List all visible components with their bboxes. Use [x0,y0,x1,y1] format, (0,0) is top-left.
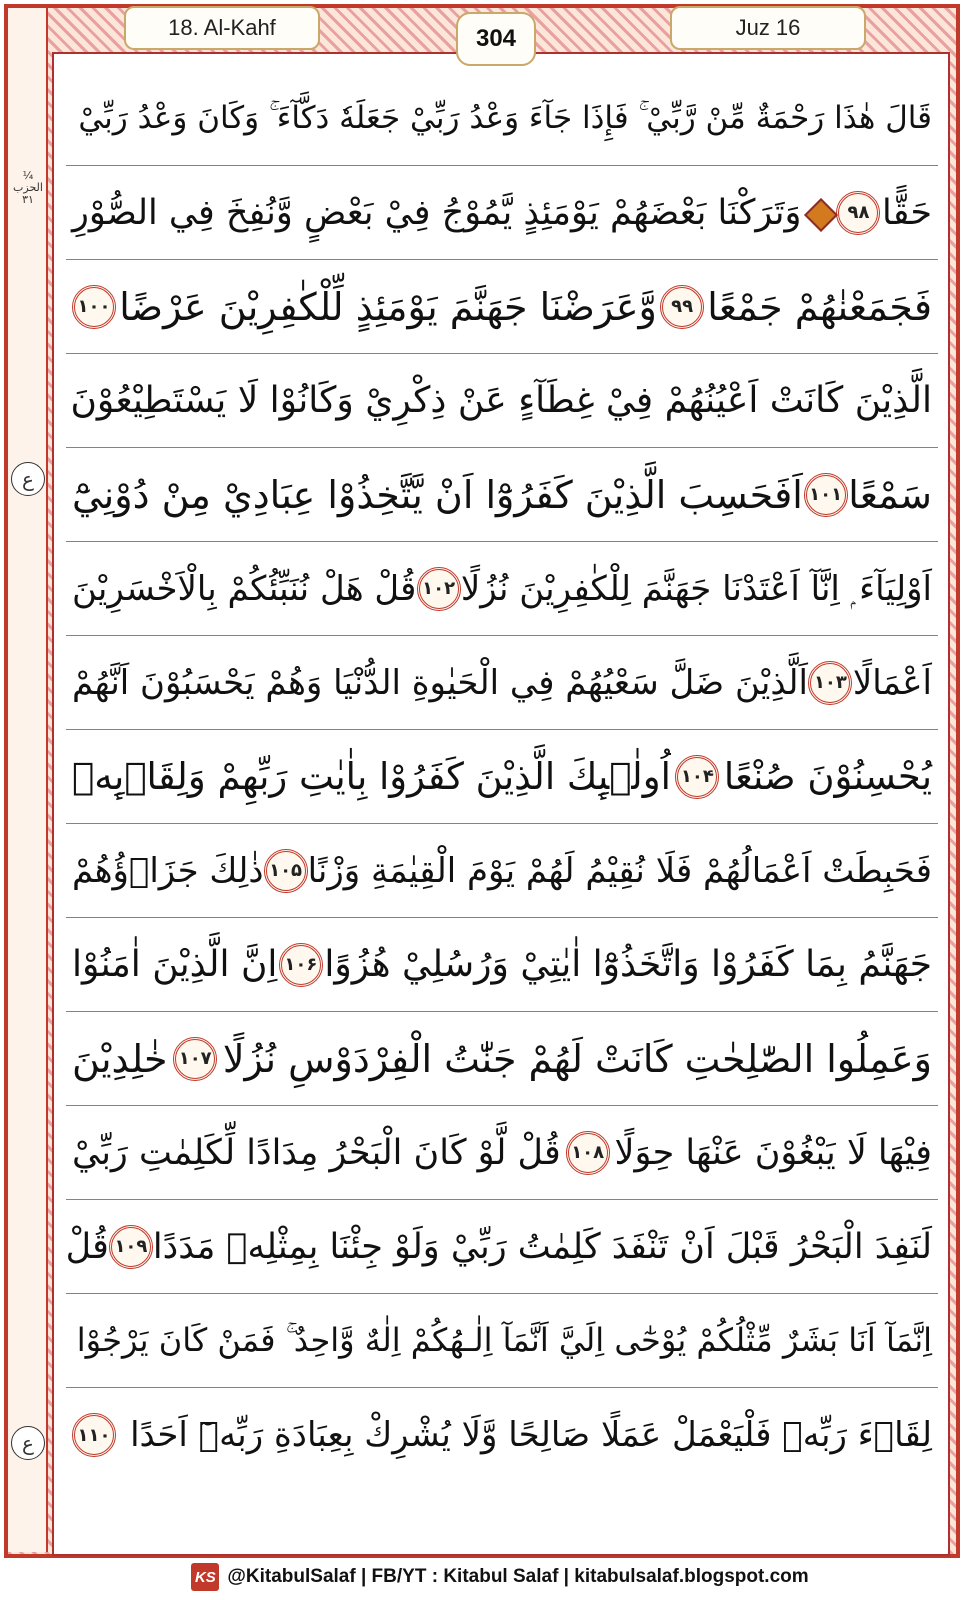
verse-text: ذٰلِكَ جَزَاۗؤُهُمْ [71,850,264,891]
ayah-number-marker: ۱۰۰ [72,285,116,329]
verse-text: حَقًّا [881,192,932,233]
text-line [66,448,938,542]
page-number: 304 [456,12,536,66]
verse-text: اَعْمَالًا [852,662,932,703]
verse-text: لَنَفِدَ الْبَحْرُ قَبْلَ اَنْ تَنْفَدَ كَلِمٰتُ رَبِّيْ وَلَوْ جِئْنَا بِمِثْلِهٖ مَدَدًا [152,1226,932,1267]
verse-text: سَمْعًا [848,472,932,517]
verse-text: يُحْسِنُوْنَ صُنْعًا [723,755,932,798]
ayah-number-marker: ۱۱۰ [72,1413,116,1457]
verse-text: اَلَّذِيْنَ ضَلَّ سَعْيُهُمْ فِي الْحَيٰوةِ الدُّنْيَا وَهُمْ يَحْسَبُوْنَ اَنَّهُمْ [72,662,808,703]
ayah-number-marker: ۱۰۱ [804,473,848,517]
ayah-number-marker: ۹۹ [660,285,704,329]
verse-text: خٰلِدِيْنَ [72,1036,168,1081]
text-line [66,1106,938,1200]
text-line [66,636,938,730]
verse-text: فَجَمَعْنٰهُمْ جَمْعًا [707,284,932,329]
verse-text: وَعَمِلُوا الصّٰلِحٰتِ كَانَتْ لَهُمْ جَنّٰتُ الْفِرْدَوْسِ نُزُلًا [222,1036,932,1081]
verse-text: فِيْهَا لَا يَبْغُوْنَ عَنْهَا حِوَلًا [614,1132,932,1173]
sajdah-ornament-icon [803,197,835,229]
text-line [66,1200,938,1294]
quran-text [66,70,938,1552]
text-line [66,354,938,448]
footer-text: @KitabulSalaf | FB/YT : Kitabul Salaf | kitabulsalaf.blogspot.com [227,1566,809,1587]
ayah-number-marker: ۱۰۸ [566,1131,610,1175]
text-line [66,1012,938,1106]
verse-text: اَفَحَسِبَ الَّذِيْنَ كَفَرُوْٓا اَنْ يَّتَّخِذُوْا عِبَادِيْ مِنْ دُوْنِيْٓ [72,472,803,517]
text-line [66,824,938,918]
margin-strip [8,8,48,1552]
verse-text: قَالَ هٰذَا رَحْمَةٌ مِّنْ رَّبِّيْ ۚ فَإِذَا جَآءَ وَعْدُ رَبِّيْ جَعَلَهٗ دَكَّآءَ ۚ وَكَانَ وَعْدُ رَبِّيْ [78,100,932,136]
verse-text: لِقَاۗءَ رَبِّهٖ فَلْيَعْمَلْ عَمَلًا صَالِحًا وَّلَا يُشْرِكْ بِعِبَادَةِ رَبِّهٖٓ اَحَدًا [130,1415,932,1455]
verse-text: قُلْ لَّوْ كَانَ الْبَحْرُ مِدَادًا لِّكَلِمٰتِ رَبِّيْ [72,1132,561,1173]
text-line [66,542,938,636]
surah-title: 18. Al-Kahf [124,6,320,50]
ayah-number-marker: ۱۰۳ [808,661,852,705]
verse-text: الَّذِيْنَ كَانَتْ اَعْيُنُهُمْ فِيْ غِطَآءٍ عَنْ ذِكْرِيْ وَكَانُوْا لَا يَسْتَطِيْعُوْنَ [70,380,932,421]
text-line [66,730,938,824]
text-line [66,1388,938,1482]
ayah-number-marker: ۱۰۶ [279,943,323,987]
verse-text: اُولٰۗىِٕكَ الَّذِيْنَ كَفَرُوْا بِاٰيٰتِ رَبِّهِمْ وَلِقَاۗىِٕهٖ [72,755,671,798]
verse-text: جَهَنَّمُ بِمَا كَفَرُوْا وَاتَّخَذُوْٓا اٰيٰتِيْ وَرُسُلِيْ هُزُوًا [324,944,932,985]
ruku-marker: ع [11,1426,45,1460]
hizb-quarter-marker: ¼ الحزب ٣١ [13,169,43,207]
ayah-number-marker: ۱۰۹ [109,1225,153,1269]
ruku-marker: ع [11,462,45,496]
verse-text: اِنَّمَآ اَنَا بَشَرٌ مِّثْلُكُمْ يُوْحٰٓى اِلَيَّ اَنَّمَآ اِلٰـهُكُمْ اِلٰهٌ وَّاحِدٌ ۚ فَمَنْ كَانَ يَرْجُوْا [76,1321,932,1359]
text-line [66,918,938,1012]
verse-text: وَّعَرَضْنَا جَهَنَّمَ يَوْمَئِذٍ لِّلْكٰفِرِيْنَ عَرْضًا [119,284,657,329]
juz-label: Juz 16 [670,6,866,50]
verse-text: اِنَّ الَّذِيْنَ اٰمَنُوْا [72,944,278,985]
ks-logo: KS [191,1563,219,1591]
ayah-number-marker: ۱۰۵ [264,849,308,893]
ayah-number-marker: ۱۰۲ [417,567,461,611]
verse-text: قُلْ [65,1226,109,1267]
footer [150,1558,850,1596]
ayah-number-marker: ۱۰۷ [173,1037,217,1081]
ayah-number-marker: ۱۰۴ [675,755,719,799]
verse-text: فَحَبِطَتْ اَعْمَالُهُمْ فَلَا نُقِيْمُ لَهُمْ يَوْمَ الْقِيٰمَةِ وَزْنًا [307,850,932,891]
text-line [66,166,938,260]
verse-text: وَتَرَكْنَا بَعْضَهُمْ يَوْمَئِذٍ يَّمُوْجُ فِيْ بَعْضٍ وَّنُفِخَ فِي الصُّوْرِ [72,192,802,233]
ayah-number-marker: ۹۸ [836,191,880,235]
text-line [66,260,938,354]
verse-text: اَوْلِيَآءَ ۭ اِنَّآ اَعْتَدْنَا جَهَنَّمَ لِلْكٰفِرِيْنَ نُزُلًا [460,568,932,609]
text-line [66,72,938,166]
text-line [66,1294,938,1388]
verse-text: قُلْ هَلْ نُنَبِّئُكُمْ بِالْاَخْسَرِيْنَ [72,568,417,609]
